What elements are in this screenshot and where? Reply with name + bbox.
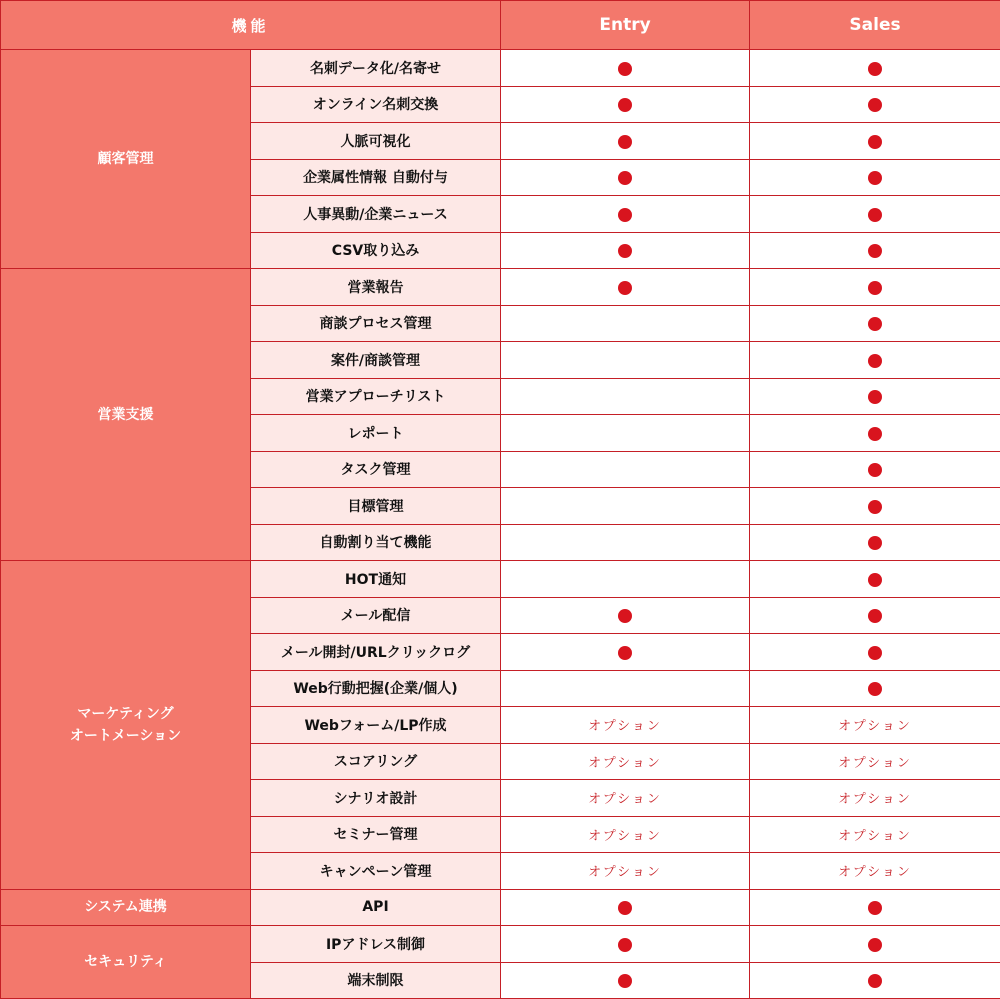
sales-availability-cell [750,269,1000,306]
entry-availability-cell [501,159,750,196]
entry-availability-cell [501,743,750,780]
entry-availability-cell [501,415,750,452]
sales-availability-cell [750,524,1000,561]
sales-availability-cell [750,232,1000,269]
available-dot-icon [868,390,882,404]
feature-name-cell: オンライン名刺交換 [251,86,501,123]
entry-availability-cell [501,670,750,707]
sales-availability-cell [750,378,1000,415]
sales-availability-cell [750,305,1000,342]
sales-availability-cell [750,415,1000,452]
available-dot-icon [868,536,882,550]
sales-availability-cell [750,926,1000,963]
available-dot-icon [868,317,882,331]
feature-name-cell: CSV取り込み [251,232,501,269]
feature-name-cell: 名刺データ化/名寄せ [251,50,501,87]
entry-availability-cell [501,269,750,306]
available-dot-icon [618,208,632,222]
feature-name-cell: HOT通知 [251,561,501,598]
sales-availability-cell [750,196,1000,233]
available-dot-icon [868,208,882,222]
available-dot-icon [868,62,882,76]
available-dot-icon [868,609,882,623]
sales-availability-cell [750,853,1000,890]
table-row [1,889,1000,926]
available-dot-icon [868,974,882,988]
entry-availability-cell [501,451,750,488]
available-dot-icon [868,281,882,295]
feature-name-cell: セミナー管理 [251,816,501,853]
available-dot-icon [618,171,632,185]
feature-name-cell: 案件/商談管理 [251,342,501,379]
feature-name-cell: 目標管理 [251,488,501,525]
header-row [1,1,1000,50]
option-label: オプション [588,755,662,771]
available-dot-icon [618,62,632,76]
entry-availability-cell [501,305,750,342]
available-dot-icon [618,901,632,915]
available-dot-icon [868,244,882,258]
feature-name-cell: 企業属性情報 自動付与 [251,159,501,196]
available-dot-icon [618,244,632,258]
option-label: オプション [588,719,662,735]
entry-availability-cell [501,86,750,123]
feature-column-header: 機能 [1,1,501,50]
available-dot-icon [868,463,882,477]
table-row [1,269,1000,306]
table-body [1,50,1000,999]
category-cell: セキュリティ [1,926,251,999]
option-label: オプション [838,865,912,881]
sales-availability-cell [750,816,1000,853]
available-dot-icon [868,938,882,952]
entry-availability-cell [501,342,750,379]
entry-availability-cell [501,50,750,87]
feature-name-cell: 営業報告 [251,269,501,306]
sales-availability-cell [750,159,1000,196]
option-label: オプション [838,828,912,844]
entry-availability-cell [501,707,750,744]
sales-availability-cell [750,743,1000,780]
sales-availability-cell [750,962,1000,999]
plan-header-entry: Entry [501,1,750,50]
feature-name-cell: IPアドレス制御 [251,926,501,963]
entry-availability-cell [501,889,750,926]
feature-name-cell: メール配信 [251,597,501,634]
entry-availability-cell [501,123,750,160]
sales-availability-cell [750,780,1000,817]
sales-availability-cell [750,634,1000,671]
available-dot-icon [618,281,632,295]
sales-availability-cell [750,50,1000,87]
feature-name-cell: メール開封/URLクリックログ [251,634,501,671]
available-dot-icon [618,135,632,149]
sales-availability-cell [750,123,1000,160]
available-dot-icon [868,354,882,368]
available-dot-icon [868,171,882,185]
sales-availability-cell [750,342,1000,379]
option-label: オプション [838,755,912,771]
sales-availability-cell [750,597,1000,634]
entry-availability-cell [501,926,750,963]
available-dot-icon [618,646,632,660]
feature-name-cell: レポート [251,415,501,452]
available-dot-icon [868,500,882,514]
sales-availability-cell [750,561,1000,598]
entry-availability-cell [501,780,750,817]
available-dot-icon [618,938,632,952]
sales-availability-cell [750,488,1000,525]
option-label: オプション [588,792,662,808]
feature-name-cell: 人事異動/企業ニュース [251,196,501,233]
entry-availability-cell [501,634,750,671]
sales-availability-cell [750,889,1000,926]
available-dot-icon [868,427,882,441]
table-row [1,561,1000,598]
available-dot-icon [618,974,632,988]
category-cell: 営業支援 [1,269,251,561]
category-cell: マーケティング オートメーション [1,561,251,890]
feature-name-cell: Webフォーム/LP作成 [251,707,501,744]
available-dot-icon [868,573,882,587]
category-cell: 顧客管理 [1,50,251,269]
table-row [1,926,1000,963]
entry-availability-cell [501,597,750,634]
available-dot-icon [618,98,632,112]
feature-name-cell: シナリオ設計 [251,780,501,817]
option-label: オプション [838,719,912,735]
entry-availability-cell [501,816,750,853]
feature-name-cell: 端末制限 [251,962,501,999]
feature-name-cell: API [251,889,501,926]
feature-name-cell: 商談プロセス管理 [251,305,501,342]
option-label: オプション [588,865,662,881]
feature-name-cell: タスク管理 [251,451,501,488]
feature-name-cell: スコアリング [251,743,501,780]
available-dot-icon [868,98,882,112]
sales-availability-cell [750,451,1000,488]
available-dot-icon [868,682,882,696]
sales-availability-cell [750,670,1000,707]
available-dot-icon [868,135,882,149]
feature-name-cell: 人脈可視化 [251,123,501,160]
entry-availability-cell [501,853,750,890]
feature-name-cell: Web行動把握(企業/個人) [251,670,501,707]
feature-name-cell: 自動割り当て機能 [251,524,501,561]
entry-availability-cell [501,488,750,525]
category-cell: システム連携 [1,889,251,926]
option-label: オプション [838,792,912,808]
entry-availability-cell [501,378,750,415]
entry-availability-cell [501,524,750,561]
entry-availability-cell [501,962,750,999]
sales-availability-cell [750,86,1000,123]
available-dot-icon [618,609,632,623]
feature-name-cell: 営業アプローチリスト [251,378,501,415]
plan-header-sales: Sales [750,1,1000,50]
entry-availability-cell [501,232,750,269]
available-dot-icon [868,646,882,660]
sales-availability-cell [750,707,1000,744]
feature-name-cell: キャンペーン管理 [251,853,501,890]
entry-availability-cell [501,196,750,233]
entry-availability-cell [501,561,750,598]
available-dot-icon [868,901,882,915]
table-row [1,50,1000,87]
option-label: オプション [588,828,662,844]
